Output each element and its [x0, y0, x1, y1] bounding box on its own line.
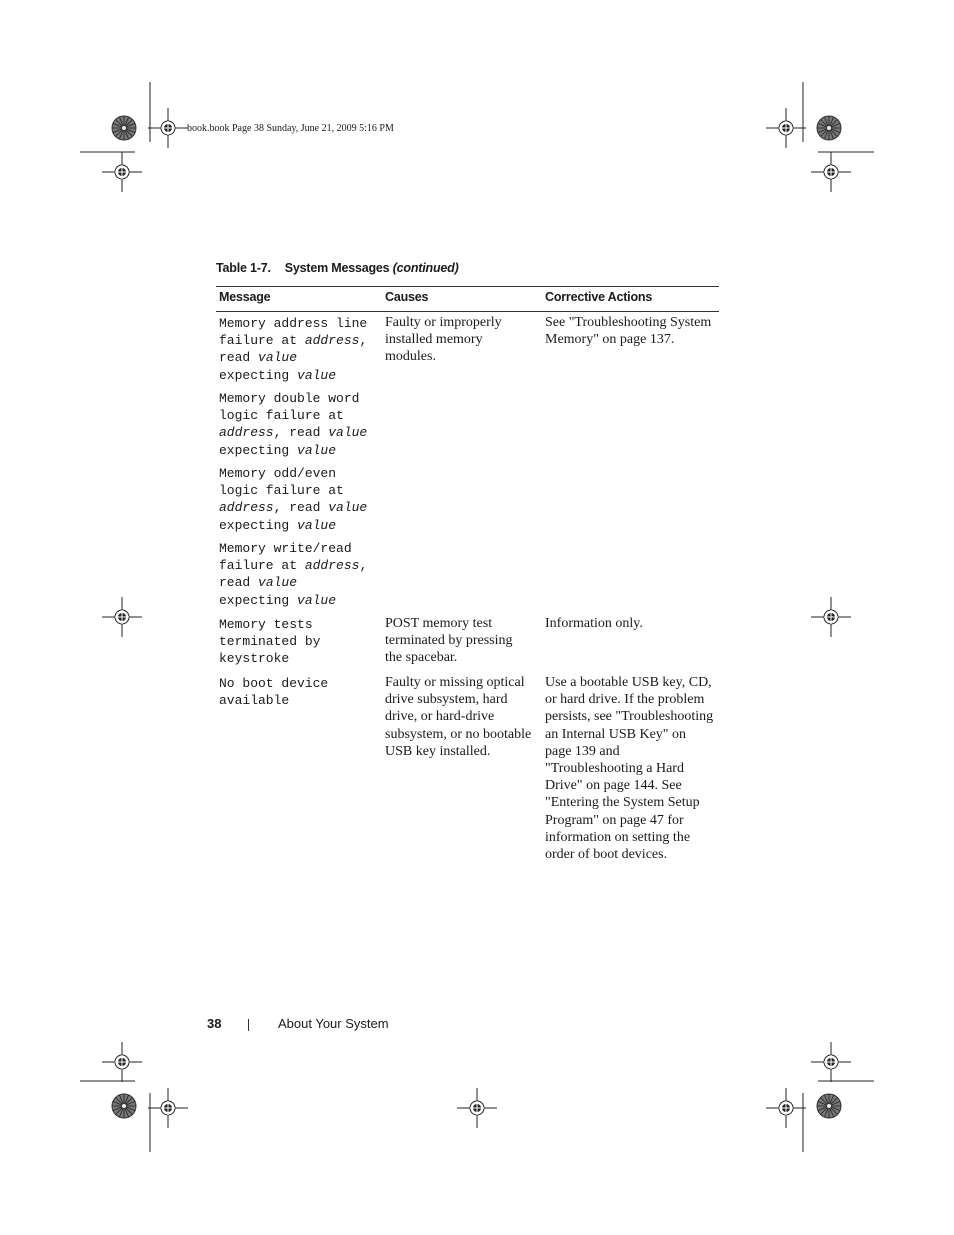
message-memory-odd-even: Memory odd/even logic failure at address, read value expecting value — [219, 466, 368, 533]
footer-section-title: About Your System — [278, 1016, 389, 1031]
value-var: value — [297, 517, 337, 533]
message-line: Memory double word — [219, 391, 360, 406]
col-header-corrective-actions: Corrective Actions — [545, 290, 653, 304]
address-var: address — [304, 333, 360, 349]
message-line: Memory write/read — [219, 541, 352, 556]
table-caption — [216, 261, 459, 275]
action-cell: Information only. — [545, 616, 643, 631]
value-var: value — [258, 575, 298, 591]
message-memory-address-line: Memory address line failure at address, read value expecting value — [219, 316, 368, 383]
value-var: value — [328, 500, 368, 516]
address-var: address — [219, 500, 274, 516]
value-var: value — [297, 367, 337, 383]
message-no-boot-device — [219, 675, 328, 709]
message-line: keystroke — [219, 651, 290, 667]
message-memory-write-read: Memory write/read failure at address, read value expecting value — [219, 541, 368, 608]
message-line: logic failure at — [219, 408, 344, 424]
action-cell: See "Troubleshooting System Memory" on page 137. — [545, 315, 712, 348]
message-line: Memory odd/even — [219, 466, 337, 481]
caption-title: System Messages — [284, 261, 390, 275]
value-var: value — [258, 350, 298, 366]
col-header-causes: Causes — [385, 290, 429, 304]
caption-suffix: (continued) — [392, 261, 459, 275]
message-line: No boot device — [219, 676, 329, 691]
message-memory-double-word: Memory double word logic failure at address, read value expecting value — [219, 391, 368, 458]
cause-cell: Faulty or missing optical drive subsystem, hard drive, or hard-drive subsystem, or no bootable USB key installed. — [385, 675, 532, 759]
message-line: available — [219, 693, 290, 709]
cause-cell: Faulty or improperly installed memory modules. — [385, 315, 502, 365]
message-memory-tests-terminated — [219, 616, 320, 668]
message-line: terminated by — [219, 634, 321, 650]
caption-label: Table 1-7. — [216, 261, 271, 275]
value-var: value — [328, 425, 368, 441]
value-var: value — [297, 592, 337, 608]
message-line: Memory tests — [219, 617, 313, 632]
table-top-rule — [216, 286, 719, 287]
col-header-message: Message — [219, 290, 271, 304]
message-line: logic failure at — [219, 483, 344, 499]
message-line: Memory address line — [219, 316, 368, 331]
address-var: address — [304, 558, 360, 574]
table-header-rule — [216, 311, 719, 312]
page-number: 38 — [207, 1016, 222, 1031]
footer-divider — [248, 1019, 249, 1031]
action-cell: Use a bootable USB key, CD, or hard drive. If the problem persists, see "Troubleshooting an Internal USB Key" on page 139 and "Troubleshooting a Hard Drive" on page 144. See "Entering the System Setup Program" on page 47 for information on setting the order of boot devices. — [545, 675, 714, 863]
value-var: value — [297, 442, 337, 458]
header-stamp: book.book Page 38 Sunday, June 21, 2009 5:16 PM — [187, 123, 394, 134]
cause-cell: POST memory test terminated by pressing the spacebar. — [385, 616, 513, 666]
address-var: address — [219, 425, 274, 441]
